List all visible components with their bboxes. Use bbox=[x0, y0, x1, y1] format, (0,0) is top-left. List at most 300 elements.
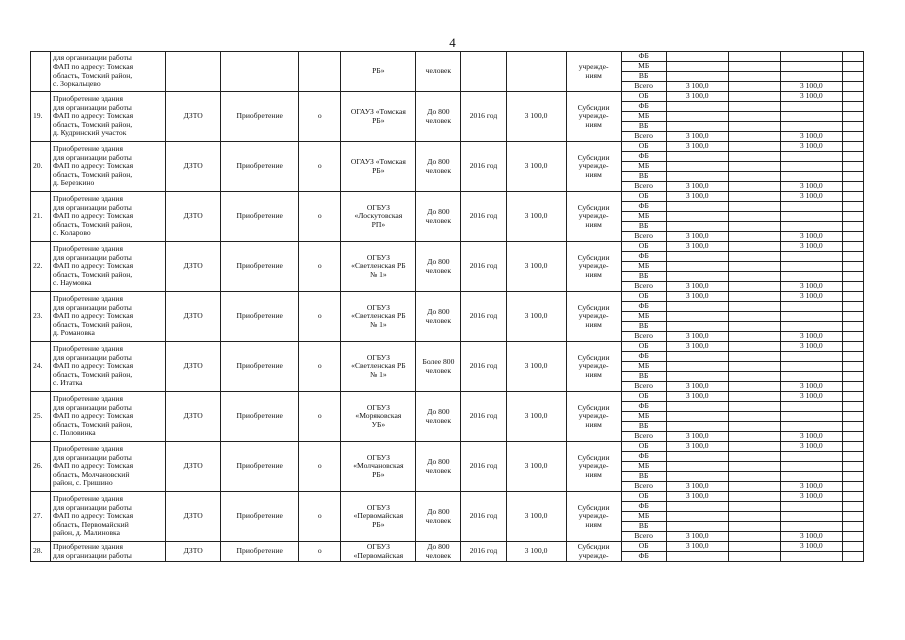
funding-source-cell bbox=[566, 542, 621, 562]
object-name-line: район, д. Малиновка bbox=[53, 528, 120, 538]
empty-cell bbox=[728, 212, 780, 222]
agency-cell bbox=[166, 52, 221, 92]
capacity-cell-line: До 800 bbox=[427, 206, 450, 216]
empty-cell bbox=[728, 292, 780, 302]
object-name-line: Приобретение здания bbox=[53, 444, 123, 454]
funding-source-cell-line: учрежде- bbox=[578, 311, 609, 321]
budget-type-cell: ВБ bbox=[621, 472, 666, 482]
empty-cell bbox=[728, 282, 780, 292]
table-row bbox=[31, 142, 864, 152]
amount-cell bbox=[666, 112, 728, 122]
object-name-line: д. Романовка bbox=[53, 328, 95, 338]
capacity-cell-line: До 800 bbox=[427, 406, 450, 416]
agency-cell: ДЗТО bbox=[166, 392, 221, 442]
amount-cell: 3 100,0 bbox=[666, 542, 728, 552]
object-name-line: для организации работы bbox=[53, 202, 132, 212]
object-name bbox=[51, 242, 166, 292]
year-cell: 2016 год bbox=[461, 342, 506, 392]
empty-cell bbox=[728, 522, 780, 532]
action-cell: Приобретение bbox=[221, 342, 299, 392]
empty-cell bbox=[842, 322, 863, 332]
funding-source-cell-line: ниям bbox=[585, 369, 602, 379]
budget-type-cell: ОБ bbox=[621, 242, 666, 252]
table-row bbox=[31, 392, 864, 402]
organization-cell bbox=[341, 542, 416, 562]
organization-cell-line: «Моряковская bbox=[355, 411, 402, 421]
budget-type-cell: МБ bbox=[621, 312, 666, 322]
budget-type-cell: ВБ bbox=[621, 122, 666, 132]
funding-source-cell bbox=[566, 242, 621, 292]
agency-cell: ДЗТО bbox=[166, 92, 221, 142]
empty-cell bbox=[842, 292, 863, 302]
empty-cell bbox=[842, 112, 863, 122]
empty-cell bbox=[728, 102, 780, 112]
object-name-line: для организации работы bbox=[53, 502, 132, 512]
agency-cell: ДЗТО bbox=[166, 142, 221, 192]
amount-cell bbox=[780, 272, 842, 282]
agency-cell: ДЗТО bbox=[166, 342, 221, 392]
empty-cell bbox=[842, 452, 863, 462]
organization-cell-line: «Светленская РБ bbox=[351, 361, 406, 371]
capacity-cell-line: человек bbox=[425, 165, 452, 175]
budget-type-cell: ОБ bbox=[621, 392, 666, 402]
mark-cell: о bbox=[299, 442, 341, 492]
amount-cell bbox=[780, 502, 842, 512]
empty-cell bbox=[728, 402, 780, 412]
organization-cell-line: РБ» bbox=[372, 165, 385, 175]
empty-cell bbox=[728, 552, 780, 562]
amount-cell bbox=[780, 302, 842, 312]
action-cell: Приобретение bbox=[221, 542, 299, 562]
empty-cell bbox=[842, 72, 863, 82]
budget-type-cell: Всего bbox=[621, 232, 666, 242]
object-name-line: Приобретение здания bbox=[53, 144, 123, 154]
empty-cell bbox=[728, 432, 780, 442]
budget-type-cell: ФБ bbox=[621, 352, 666, 362]
funding-source-cell-line: Субсидии bbox=[577, 402, 610, 412]
object-name bbox=[51, 342, 166, 392]
funding-source-cell-line: Субсидии bbox=[577, 302, 610, 312]
budget-type-cell: Всего bbox=[621, 532, 666, 542]
capacity-cell bbox=[416, 52, 461, 92]
funding-source-cell-line: Субсидии bbox=[577, 452, 610, 462]
cost-cell: 3 100,0 bbox=[506, 492, 566, 542]
object-name-line: для организации работы bbox=[53, 352, 132, 362]
amount-cell bbox=[780, 62, 842, 72]
empty-cell bbox=[728, 322, 780, 332]
amount-cell: 3 100,0 bbox=[780, 342, 842, 352]
funding-source-cell bbox=[566, 52, 621, 92]
amount-cell: 3 100,0 bbox=[780, 542, 842, 552]
capacity-cell bbox=[416, 292, 461, 342]
organization-cell-line: ОГБУЗ bbox=[366, 402, 390, 412]
amount-cell: 3 100,0 bbox=[666, 192, 728, 202]
amount-cell: 3 100,0 bbox=[666, 282, 728, 292]
empty-cell bbox=[842, 182, 863, 192]
year-cell: 2016 год bbox=[461, 192, 506, 242]
object-name-line: для организации работы bbox=[53, 252, 132, 262]
agency-cell: ДЗТО bbox=[166, 292, 221, 342]
amount-cell bbox=[780, 422, 842, 432]
empty-cell bbox=[728, 312, 780, 322]
amount-cell: 3 100,0 bbox=[780, 392, 842, 402]
organization-cell-line: «Светленская РБ bbox=[351, 311, 406, 321]
organization-cell-line: № 1» bbox=[369, 319, 387, 329]
amount-cell bbox=[780, 312, 842, 322]
amount-cell bbox=[666, 72, 728, 82]
funding-source-cell-line: учрежде- bbox=[578, 411, 609, 421]
organization-cell-line: ОГБУЗ bbox=[366, 502, 390, 512]
budget-type-cell: ОБ bbox=[621, 442, 666, 452]
budget-type-cell: ОБ bbox=[621, 292, 666, 302]
capacity-cell-line: человек bbox=[425, 66, 452, 76]
year-cell: 2016 год bbox=[461, 392, 506, 442]
empty-cell bbox=[842, 252, 863, 262]
action-cell: Приобретение bbox=[221, 142, 299, 192]
amount-cell: 3 100,0 bbox=[780, 482, 842, 492]
row-number: 27. bbox=[31, 492, 51, 542]
empty-cell bbox=[728, 542, 780, 552]
amount-cell: 3 100,0 bbox=[780, 242, 842, 252]
object-name-line: область, Томский район, bbox=[53, 119, 133, 129]
organization-cell-line: «Первомайская bbox=[353, 511, 404, 521]
table-row bbox=[31, 92, 864, 102]
mark-cell: о bbox=[299, 392, 341, 442]
object-name-line: ФАП по адресу: Томская bbox=[53, 211, 134, 221]
empty-cell bbox=[728, 262, 780, 272]
amount-cell bbox=[780, 102, 842, 112]
budget-type-cell: ФБ bbox=[621, 502, 666, 512]
agency-cell: ДЗТО bbox=[166, 492, 221, 542]
amount-cell: 3 100,0 bbox=[780, 332, 842, 342]
amount-cell bbox=[666, 472, 728, 482]
capacity-cell-line: До 800 bbox=[427, 256, 450, 266]
amount-cell bbox=[666, 102, 728, 112]
object-name-line: ФАП по адресу: Томская bbox=[53, 161, 134, 171]
capacity-cell-line: До 800 bbox=[427, 306, 450, 316]
empty-cell bbox=[842, 62, 863, 72]
object-name-line: д. Кудринский участок bbox=[53, 128, 127, 138]
amount-cell bbox=[780, 252, 842, 262]
object-name-line: для организации работы bbox=[53, 102, 132, 112]
funding-source-cell-line: учрежде- bbox=[578, 161, 609, 171]
empty-cell bbox=[728, 82, 780, 92]
amount-cell bbox=[666, 262, 728, 272]
amount-cell bbox=[666, 202, 728, 212]
capacity-cell bbox=[416, 242, 461, 292]
empty-cell bbox=[728, 232, 780, 242]
funding-source-cell-line: Субсидии bbox=[577, 352, 610, 362]
funding-source-cell bbox=[566, 292, 621, 342]
amount-cell bbox=[666, 322, 728, 332]
budget-type-cell: ОБ bbox=[621, 142, 666, 152]
empty-cell bbox=[728, 302, 780, 312]
object-name-line: Приобретение здания bbox=[53, 541, 123, 551]
amount-cell bbox=[780, 452, 842, 462]
budget-type-cell: МБ bbox=[621, 62, 666, 72]
object-name-line: для организации работы bbox=[53, 302, 132, 312]
budget-type-cell: ОБ bbox=[621, 192, 666, 202]
object-name-line: с. Итатка bbox=[53, 378, 83, 388]
object-name-line: ФАП по адресу: Томская bbox=[53, 461, 134, 471]
budget-type-cell: Всего bbox=[621, 282, 666, 292]
agency-cell: ДЗТО bbox=[166, 442, 221, 492]
empty-cell bbox=[728, 532, 780, 542]
empty-cell bbox=[728, 392, 780, 402]
object-name-line: Приобретение здания bbox=[53, 194, 123, 204]
budget-type-cell: ФБ bbox=[621, 152, 666, 162]
organization-cell-line: № 1» bbox=[369, 269, 387, 279]
amount-cell: 3 100,0 bbox=[780, 92, 842, 102]
object-name-line: ФАП по адресу: Томская bbox=[53, 361, 134, 371]
organization-cell-line: ОГБУЗ bbox=[366, 202, 390, 212]
amount-cell: 3 100,0 bbox=[780, 442, 842, 452]
amount-cell bbox=[780, 212, 842, 222]
object-name-line: область, Томский район, bbox=[53, 169, 133, 179]
organization-cell bbox=[341, 342, 416, 392]
organization-cell-line: № 1» bbox=[369, 369, 387, 379]
amount-cell: 3 100,0 bbox=[780, 142, 842, 152]
amount-cell bbox=[666, 252, 728, 262]
empty-cell bbox=[842, 412, 863, 422]
budget-type-cell: ФБ bbox=[621, 452, 666, 462]
amount-cell: 3 100,0 bbox=[666, 132, 728, 142]
amount-cell: 3 100,0 bbox=[780, 282, 842, 292]
capacity-cell-line: Более 800 bbox=[422, 356, 455, 366]
budget-type-cell: Всего bbox=[621, 332, 666, 342]
table-row bbox=[31, 292, 864, 302]
budget-type-cell: ФБ bbox=[621, 52, 666, 62]
funding-source-cell-line: Субсидии bbox=[577, 202, 610, 212]
amount-cell bbox=[780, 52, 842, 62]
amount-cell: 3 100,0 bbox=[780, 382, 842, 392]
amount-cell bbox=[780, 372, 842, 382]
agency-cell: ДЗТО bbox=[166, 192, 221, 242]
object-name-line: ФАП по адресу: Томская bbox=[53, 311, 134, 321]
amount-cell bbox=[780, 262, 842, 272]
amount-cell: 3 100,0 bbox=[666, 392, 728, 402]
object-name-line: ФАП по адресу: Томская bbox=[53, 261, 134, 271]
mark-cell: о bbox=[299, 292, 341, 342]
amount-cell: 3 100,0 bbox=[666, 242, 728, 252]
amount-cell bbox=[780, 152, 842, 162]
empty-cell bbox=[842, 102, 863, 112]
capacity-cell-line: человек bbox=[425, 115, 452, 125]
amount-cell bbox=[780, 112, 842, 122]
budget-type-cell: Всего bbox=[621, 82, 666, 92]
object-name-line: с. Зоркальцево bbox=[53, 79, 101, 89]
cost-cell: 3 100,0 bbox=[506, 342, 566, 392]
amount-cell bbox=[666, 412, 728, 422]
amount-cell bbox=[666, 522, 728, 532]
capacity-cell-line: До 800 bbox=[427, 506, 450, 516]
amount-cell bbox=[666, 462, 728, 472]
budget-type-cell: МБ bbox=[621, 412, 666, 422]
amount-cell bbox=[666, 122, 728, 132]
amount-cell: 3 100,0 bbox=[666, 382, 728, 392]
organization-cell-line: «Первомайская bbox=[353, 550, 404, 560]
capacity-cell bbox=[416, 542, 461, 562]
empty-cell bbox=[842, 332, 863, 342]
capacity-cell bbox=[416, 492, 461, 542]
organization-cell-line: «Светленская РБ bbox=[351, 261, 406, 271]
amount-cell bbox=[780, 512, 842, 522]
mark-cell: о bbox=[299, 492, 341, 542]
capacity-cell bbox=[416, 342, 461, 392]
organization-cell-line: ОГБУЗ bbox=[366, 452, 390, 462]
funding-source-cell-line: ниям bbox=[585, 469, 602, 479]
funding-source-cell-line: ниям bbox=[585, 419, 602, 429]
empty-cell bbox=[728, 492, 780, 502]
budget-type-cell: ОБ bbox=[621, 492, 666, 502]
amount-cell: 3 100,0 bbox=[780, 432, 842, 442]
capacity-cell-line: До 800 bbox=[427, 106, 450, 116]
empty-cell bbox=[728, 62, 780, 72]
action-cell: Приобретение bbox=[221, 392, 299, 442]
funding-source-cell bbox=[566, 442, 621, 492]
funding-source-cell-line: учрежде- bbox=[578, 550, 609, 560]
empty-cell bbox=[728, 142, 780, 152]
amount-cell: 3 100,0 bbox=[666, 492, 728, 502]
amount-cell bbox=[780, 172, 842, 182]
cost-cell: 3 100,0 bbox=[506, 142, 566, 192]
object-name bbox=[51, 192, 166, 242]
funding-source-cell bbox=[566, 392, 621, 442]
capacity-cell-line: человек bbox=[425, 265, 452, 275]
empty-cell bbox=[842, 152, 863, 162]
empty-cell bbox=[728, 422, 780, 432]
object-name-line: Приобретение здания bbox=[53, 94, 123, 104]
cost-cell: 3 100,0 bbox=[506, 442, 566, 492]
funding-source-cell-line: учрежде- bbox=[578, 361, 609, 371]
empty-cell bbox=[728, 382, 780, 392]
year-cell bbox=[461, 52, 506, 92]
agency-cell: ДЗТО bbox=[166, 542, 221, 562]
year-cell: 2016 год bbox=[461, 292, 506, 342]
empty-cell bbox=[728, 372, 780, 382]
table-row bbox=[31, 192, 864, 202]
budget-type-cell: ВБ bbox=[621, 222, 666, 232]
year-cell: 2016 год bbox=[461, 492, 506, 542]
object-name-line: для организации работы bbox=[53, 53, 132, 63]
amount-cell: 3 100,0 bbox=[666, 82, 728, 92]
organization-cell bbox=[341, 92, 416, 142]
capacity-cell-line: человек bbox=[425, 465, 452, 475]
capacity-cell bbox=[416, 192, 461, 242]
empty-cell bbox=[728, 332, 780, 342]
empty-cell bbox=[842, 492, 863, 502]
organization-cell-line: РБ» bbox=[372, 66, 385, 76]
empty-cell bbox=[728, 152, 780, 162]
object-name-line: с. Коларово bbox=[53, 228, 91, 238]
capacity-cell-line: человек bbox=[425, 215, 452, 225]
object-name-line: район, с. Гришино bbox=[53, 478, 113, 488]
object-name bbox=[51, 492, 166, 542]
amount-cell: 3 100,0 bbox=[780, 192, 842, 202]
capacity-cell-line: До 800 bbox=[427, 456, 450, 466]
budget-type-cell: Всего bbox=[621, 482, 666, 492]
action-cell bbox=[221, 52, 299, 92]
organization-cell-line: ОГАУЗ «Томская bbox=[350, 106, 406, 116]
cost-cell: 3 100,0 bbox=[506, 242, 566, 292]
amount-cell: 3 100,0 bbox=[666, 482, 728, 492]
organization-cell-line: «Лоскутовская bbox=[354, 211, 403, 221]
empty-cell bbox=[842, 302, 863, 312]
table-row bbox=[31, 342, 864, 352]
mark-cell: о bbox=[299, 192, 341, 242]
empty-cell bbox=[728, 92, 780, 102]
object-name-line: с. Наумовка bbox=[53, 278, 92, 288]
empty-cell bbox=[728, 122, 780, 132]
empty-cell bbox=[728, 52, 780, 62]
action-cell: Приобретение bbox=[221, 192, 299, 242]
empty-cell bbox=[842, 442, 863, 452]
row-number: 21. bbox=[31, 192, 51, 242]
amount-cell bbox=[780, 352, 842, 362]
amount-cell bbox=[780, 202, 842, 212]
object-name-line: область, Томский район, bbox=[53, 219, 133, 229]
action-cell: Приобретение bbox=[221, 442, 299, 492]
funding-source-cell bbox=[566, 492, 621, 542]
organization-cell-line: ОГАУЗ «Томская bbox=[350, 156, 406, 166]
empty-cell bbox=[728, 72, 780, 82]
object-name-line: ФАП по адресу: Томская bbox=[53, 111, 134, 121]
empty-cell bbox=[842, 522, 863, 532]
budget-type-cell: ОБ bbox=[621, 92, 666, 102]
budget-type-cell: ОБ bbox=[621, 542, 666, 552]
funding-source-cell-line: ниям bbox=[585, 519, 602, 529]
empty-cell bbox=[842, 232, 863, 242]
object-name bbox=[51, 442, 166, 492]
capacity-cell-line: человек bbox=[425, 415, 452, 425]
empty-cell bbox=[842, 542, 863, 552]
funding-source-cell bbox=[566, 142, 621, 192]
amount-cell: 3 100,0 bbox=[780, 532, 842, 542]
amount-cell bbox=[780, 462, 842, 472]
budget-type-cell: МБ bbox=[621, 262, 666, 272]
empty-cell bbox=[842, 202, 863, 212]
funding-source-cell-line: Субсидии bbox=[577, 252, 610, 262]
year-cell: 2016 год bbox=[461, 442, 506, 492]
budget-type-cell: ФБ bbox=[621, 552, 666, 562]
capacity-cell bbox=[416, 142, 461, 192]
object-name bbox=[51, 542, 166, 562]
object-name-line: Приобретение здания bbox=[53, 294, 123, 304]
table-row bbox=[31, 52, 864, 62]
amount-cell bbox=[666, 152, 728, 162]
empty-cell bbox=[728, 112, 780, 122]
amount-cell: 3 100,0 bbox=[780, 182, 842, 192]
amount-cell bbox=[780, 162, 842, 172]
amount-cell: 3 100,0 bbox=[780, 82, 842, 92]
object-name-line: для организации работы bbox=[53, 550, 132, 560]
budget-type-cell: Всего bbox=[621, 182, 666, 192]
organization-cell bbox=[341, 392, 416, 442]
empty-cell bbox=[728, 182, 780, 192]
budget-type-cell: МБ bbox=[621, 462, 666, 472]
row-number: 19. bbox=[31, 92, 51, 142]
organization-cell bbox=[341, 52, 416, 92]
object-name-line: ФАП по адресу: Томская bbox=[53, 411, 134, 421]
empty-cell bbox=[728, 272, 780, 282]
empty-cell bbox=[728, 482, 780, 492]
budget-type-cell: ВБ bbox=[621, 372, 666, 382]
empty-cell bbox=[728, 192, 780, 202]
amount-cell bbox=[780, 472, 842, 482]
amount-cell bbox=[780, 522, 842, 532]
organization-cell bbox=[341, 192, 416, 242]
mark-cell: о bbox=[299, 542, 341, 562]
